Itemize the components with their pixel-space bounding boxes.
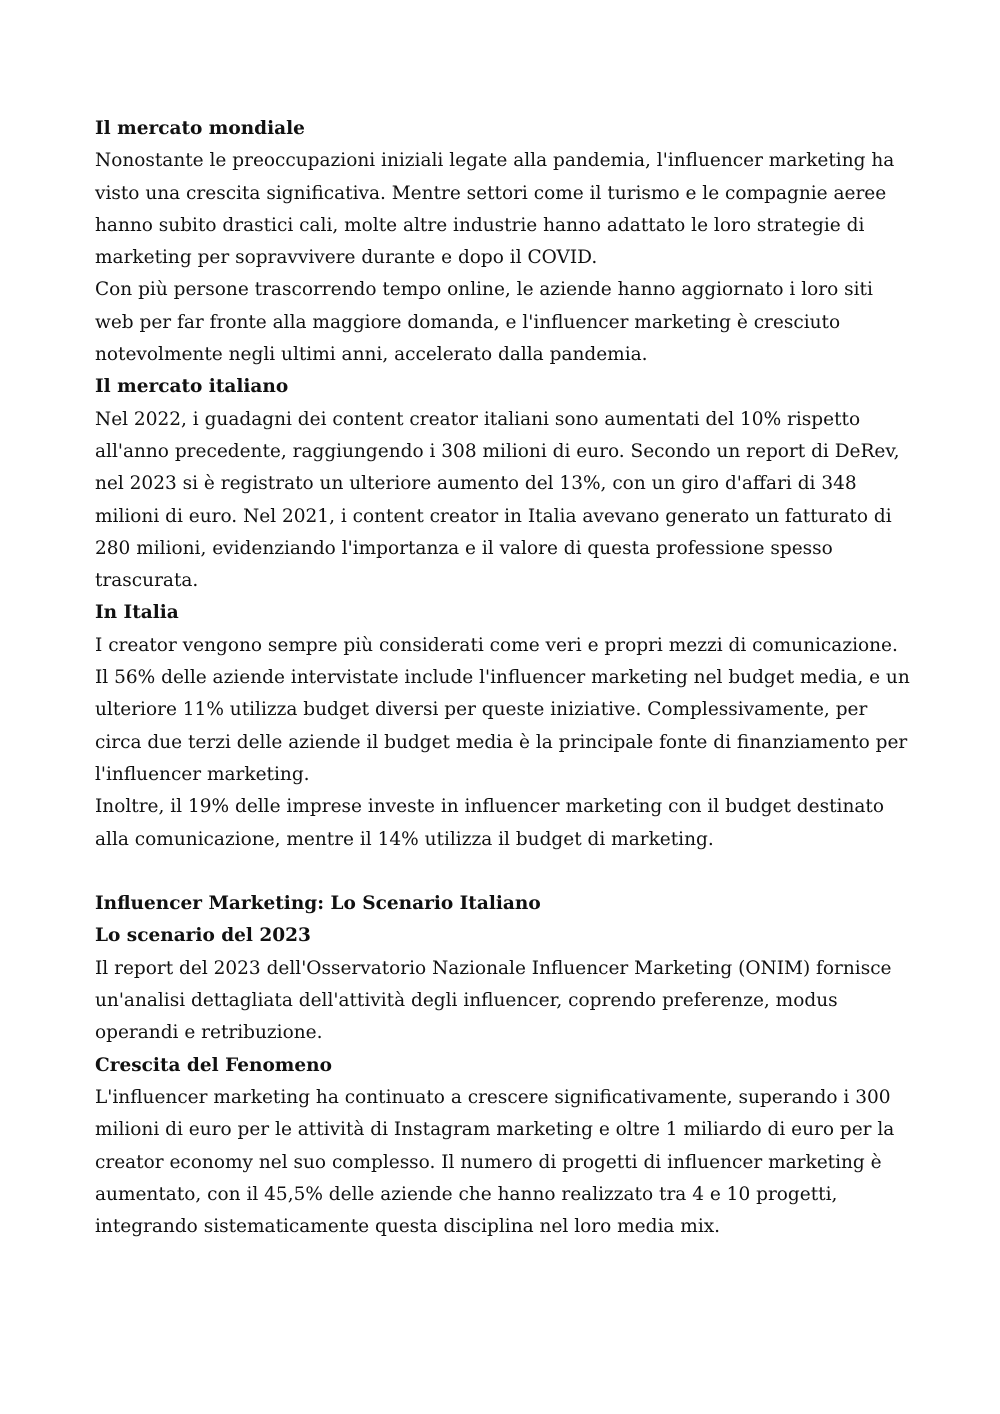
heading-world-market: Il mercato mondiale xyxy=(95,118,305,139)
paragraph: Inoltre, il 19% delle imprese investe in influencer marketing con il budget destinato alla comunicazione, mentre il 14% utilizza il budget di marketing. xyxy=(95,796,884,850)
section-italian-market xyxy=(95,371,915,597)
blank-line xyxy=(95,856,915,888)
section-world-market xyxy=(95,113,915,371)
document-title: Influencer Marketing: Lo Scenario Italiano xyxy=(95,893,541,915)
heading-in-italy: In Italia xyxy=(95,602,179,624)
section-in-italy xyxy=(95,597,915,855)
heading-growth: Crescita del Fenomeno xyxy=(95,1054,332,1076)
paragraph: Nel 2022, i guadagni dei content creator italiani sono aumentati del 10% rispetto all'anno precedente, raggiungendo i 308 milioni di euro. Secondo un report di DeRev, nel 2023 si è registrato un ulteriore aumento del 13%, con un giro d'affari di 348 milioni di euro. Nel 2021, i content creator in Italia avevano generato un fatturato di 280 milioni, evidenziando l'importanza e il valore di questa professione spesso trascurata. xyxy=(95,408,900,592)
section-growth xyxy=(95,1050,915,1244)
paragraph: Con più persone trascorrendo tempo online, le aziende hanno aggiornato i loro siti web per far fronte alla maggiore domanda, e l'influencer marketing è cresciuto notevolmente negli ultimi anni, accelerato dalla pandemia. xyxy=(95,279,873,366)
heading-italian-market: Il mercato italiano xyxy=(95,376,289,398)
paragraph: Nonostante le preoccupazioni iniziali legate alla pandemia, l'influencer marketing ha visto una crescita significativa. Mentre settori come il turismo e le compagnie aeree hanno subito drastici cali, molte altre industrie hanno adattato le loro strategie di marketing per sopravvivere durante e dopo il COVID. xyxy=(95,150,895,269)
heading-scenario-2023: Lo scenario del 2023 xyxy=(95,925,311,947)
paragraph: L'influencer marketing ha continuato a crescere significativamente, superando i 300 milioni di euro per le attività di Instagram marketing e oltre 1 miliardo di euro per la creator economy nel suo complesso. Il numero di progetti di influencer marketing è aumentato, con il 45,5% delle aziende che hanno realizzato tra 4 e 10 progetti, integrando sistematicamente questa disciplina nel loro media mix. xyxy=(95,1086,895,1238)
document-page xyxy=(95,113,915,1243)
paragraph: I creator vengono sempre più considerati come veri e propri mezzi di comunicazione. Il 56% delle aziende intervistate include l'influencer marketing nel budget media, e un ulteriore 11% utilizza budget diversi per queste iniziative. Complessivamente, per circa due terzi delle aziende il budget media è la principale fonte di finanziamento per l'influencer marketing. xyxy=(95,634,910,785)
section-scenario xyxy=(95,888,915,1049)
paragraph: Il report del 2023 dell'Osservatorio Nazionale Influencer Marketing (ONIM) fornisce un'analisi dettagliata dell'attività degli influencer, coprendo preferenze, modus operandi e retribuzione. xyxy=(95,957,892,1044)
